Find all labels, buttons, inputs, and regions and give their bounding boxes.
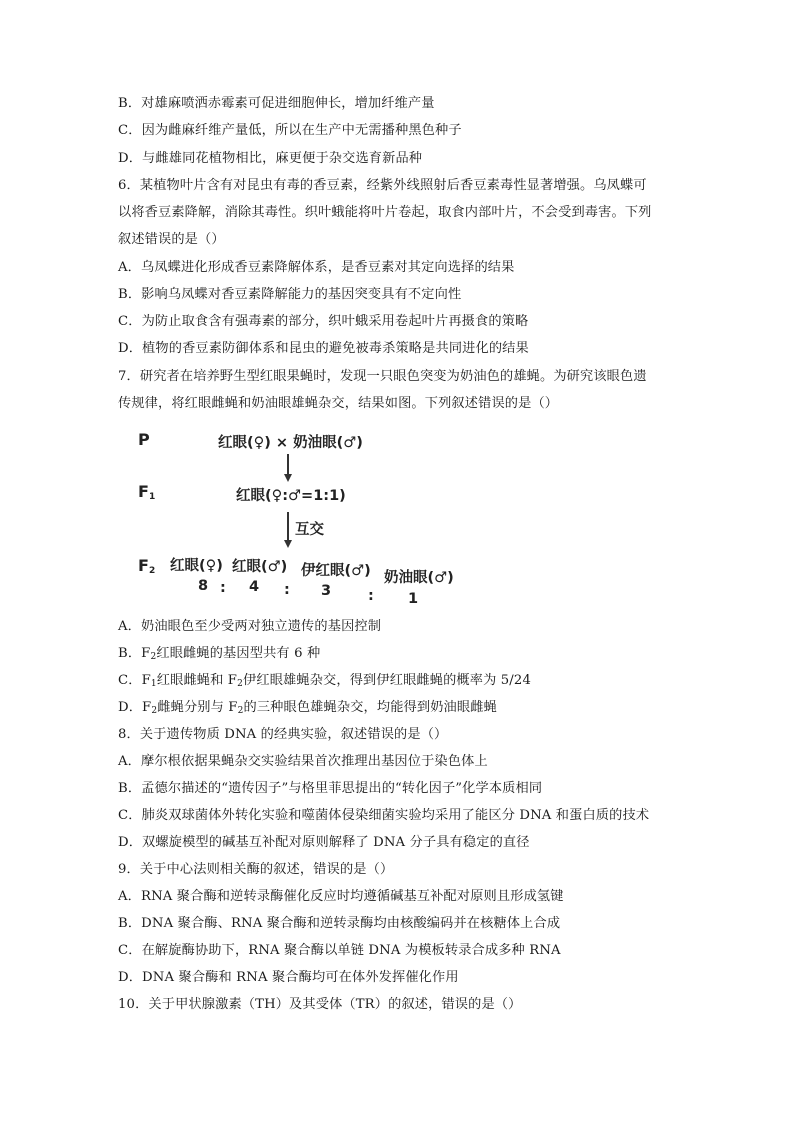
- f2-phenotype-1: 红眼(♀): [170, 558, 223, 574]
- q5-option-d: D．与雌雄同花植物相比，麻更便于杂交选育新品种: [118, 151, 423, 166]
- q5-option-b: B．对雄麻喷洒赤霉素可促进细胞伸长，增加纤维产量: [118, 96, 435, 111]
- arrow-p-to-f1: [287, 454, 289, 476]
- q6-option-b: B．影响乌凤蝶对香豆素降解能力的基因突变具有不定向性: [118, 287, 462, 302]
- q8-option-d: D．双螺旋模型的碱基互补配对原则解释了 DNA 分子具有稳定的直径: [118, 835, 530, 850]
- q6-option-c: C．为防止取食含有强毒素的部分，织叶蛾采用卷起叶片再摄食的策略: [118, 314, 529, 329]
- intercross-label: 互交: [295, 522, 324, 538]
- arrow-head-icon: [284, 540, 292, 548]
- f1-generation-label: $F_1$: [138, 482, 156, 502]
- q9-option-a: A．RNA 聚合酶和逆转录酶催化反应时均遵循碱基互补配对原则且形成氢键: [118, 889, 564, 904]
- q9-option-c: C．在解旋酶协助下，RNA 聚合酶以单链 DNA 为模板转录合成多种 RNA: [118, 943, 561, 958]
- q6-option-d: D．植物的香豆素防御体系和昆虫的避免被毒杀策略是共同进化的结果: [118, 341, 529, 356]
- cross-diagram: [138, 428, 468, 608]
- ratio-separator: :: [284, 582, 290, 598]
- parent-cross-text: 红眼(♀) × 奶油眼(♂): [218, 435, 363, 451]
- q6-stem-line-2: 以将香豆素降解，消除其毒性。织叶蛾能将叶片卷起，取食内部叶片，不会受到毒害。下列: [118, 205, 652, 220]
- f2-ratio-3: 3: [321, 583, 332, 599]
- q8-stem: 8．关于遗传物质 DNA 的经典实验，叙述错误的是（）: [118, 727, 448, 742]
- q7-option-a: A．奶油眼色至少受两对独立遗传的基因控制: [118, 619, 382, 634]
- q7-option-c: C．$F_1$红眼雌蝇和 $F_2$伊红眼雄蝇杂交，得到伊红眼雌蝇的概率为 5/24: [118, 673, 531, 689]
- f2-ratio-2: 4: [249, 579, 260, 595]
- q9-stem: 9．关于中心法则相关酶的叙述，错误的是（）: [118, 862, 394, 877]
- f2-ratio-1: 8: [198, 578, 209, 594]
- f1-result-text: 红眼(♀:♂=1:1): [236, 488, 346, 504]
- q7-option-b: B．$F_2$红眼雌蝇的基因型共有 6 种: [118, 646, 321, 662]
- parent-generation-label: P: [138, 430, 150, 449]
- q6-stem-line-3: 叙述错误的是（）: [118, 232, 225, 247]
- q9-option-b: B．DNA 聚合酶、RNA 聚合酶和逆转录酶均由核酸编码并在核糖体上合成: [118, 916, 561, 931]
- q8-option-a: A．摩尔根依据果蝇杂交实验结果首次推理出基因位于染色体上: [118, 754, 488, 769]
- q7-option-d: D．$F_2$雌蝇分别与 $F_2$的三种眼色雄蝇杂交，均能得到奶油眼雌蝇: [118, 700, 497, 716]
- q10-stem: 10．关于甲状腺激素（TH）及其受体（TR）的叙述，错误的是（）: [118, 997, 522, 1012]
- q8-option-b: B．孟德尔描述的“遗传因子”与格里菲思提出的“转化因子”化学本质相同: [118, 781, 543, 796]
- f2-ratio-4: 1: [408, 591, 419, 607]
- q9-option-d: D．DNA 聚合酶和 RNA 聚合酶均可在体外发挥催化作用: [118, 970, 459, 985]
- q7-stem-line-1: 7．研究者在培养野生型红眼果蝇时，发现一只眼色突变为奶油色的雄蝇。为研究该眼色遗: [118, 369, 647, 384]
- q7-stem-line-2: 传规律，将红眼雌蝇和奶油眼雄蝇杂交，结果如图。下列叙述错误的是（）: [118, 396, 559, 411]
- f2-phenotype-2: 红眼(♂): [232, 559, 288, 575]
- q8-option-c: C．肺炎双球菌体外转化实验和噬菌体侵染细菌实验均采用了能区分 DNA 和蛋白质的技术: [118, 808, 650, 823]
- arrow-head-icon: [284, 474, 292, 482]
- f2-generation-label: $F_2$: [138, 556, 156, 576]
- ratio-separator: :: [368, 588, 374, 604]
- q6-stem-line-1: 6．某植物叶片含有对昆虫有毒的香豆素，经紫外线照射后香豆素毒性显著增强。乌凤蝶可: [118, 178, 647, 193]
- f2-phenotype-3: 伊红眼(♂): [301, 563, 371, 579]
- q6-option-a: A．乌凤蝶进化形成香豆素降解体系，是香豆素对其定向选择的结果: [118, 260, 515, 275]
- ratio-separator: :: [220, 580, 226, 596]
- q5-option-c: C．因为雌麻纤维产量低，所以在生产中无需播种黑色种子: [118, 123, 462, 138]
- arrow-f1-to-f2: [287, 512, 289, 542]
- f2-phenotype-4: 奶油眼(♂): [384, 570, 454, 586]
